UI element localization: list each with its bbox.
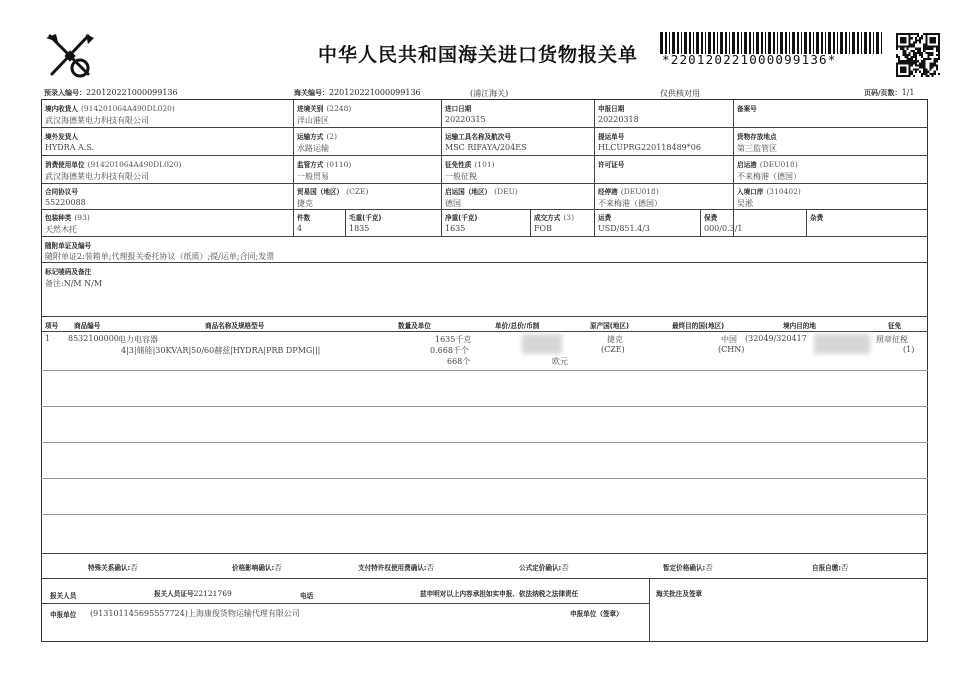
entry-port-label: 进境关别 (2248)	[297, 104, 352, 113]
freight-value: USD/851.4/3	[598, 224, 651, 233]
gross-weight-label: 毛重(千克)	[349, 214, 382, 222]
supervision-value: 一般贸易	[297, 172, 329, 181]
trade-country-value: 捷克	[297, 199, 313, 208]
goods-qty-2: 0.668千个	[430, 346, 469, 355]
goods-col-levy: 征免	[888, 322, 902, 330]
barcode-icon	[660, 32, 882, 54]
consumer-value: 武汉海德莱电力科技有限公司	[45, 172, 149, 181]
contract-no-value: 55220088	[45, 198, 86, 207]
net-weight-label: 净重(千克)	[445, 214, 478, 222]
deal-mode-label: 成交方式 (3)	[534, 213, 574, 222]
goods-col-destination: 最终目的国(地区)	[672, 322, 725, 330]
goods-col-origin: 原产国(地区)	[590, 322, 629, 330]
consignee-label: 境内收货人 (914201064A490DL020)	[45, 104, 175, 113]
page-indicator: 页码/页数：1/1	[864, 88, 915, 97]
declaring-unit-value: (913101145695557724)上海康俊货物运输代理有限公司	[90, 609, 300, 618]
royalty-confirm: 支付特许权使用费确认:否	[358, 563, 435, 572]
declarant-label: 报关人员	[50, 592, 77, 600]
redacted-price	[522, 334, 562, 354]
goods-spec: 4|3|储能|30KVAR|50/60赫兹|HYDRA|PRB DPMG|||	[121, 346, 321, 355]
customs-office: (浦江海关)	[470, 89, 509, 98]
goods-levy: 照章征税	[876, 335, 908, 344]
transport-mode-value: 水路运输	[297, 144, 329, 153]
net-weight-value: 1635	[445, 224, 466, 233]
goods-currency: 欧元	[552, 357, 568, 366]
gross-weight-value: 1835	[349, 224, 370, 233]
goods-origin: 捷克	[607, 335, 623, 344]
levy-nature-value: 一般征税	[445, 172, 477, 181]
provisional-price-confirm: 暂定价格确认:否	[663, 563, 713, 572]
insurance-label: 保费	[704, 214, 718, 222]
goods-col-quantity: 数量及单位	[398, 322, 431, 330]
declare-date-label: 申报日期	[598, 105, 625, 113]
goods-col-domestic-dest: 境内目的地	[783, 322, 816, 330]
goods-name: 电力电容器	[118, 335, 158, 344]
bill-no-value: HLCUPRG220118489*06	[598, 143, 701, 152]
departure-port-label: 启运港 (DEU018)	[737, 160, 798, 169]
package-type-label: 包装种类 (93)	[45, 213, 90, 222]
form-title: 中华人民共和国海关进口货物报关单	[318, 44, 639, 66]
goods-qty-1: 1635千克	[435, 335, 472, 344]
departure-port-value: 不来梅港（德国）	[737, 172, 801, 181]
legal-statement: 兹申明对以上内容承担如实申报、依法纳税之法律责任	[420, 590, 579, 598]
declaring-unit-label: 申报单位	[50, 611, 77, 619]
supervision-label: 监管方式 (0110)	[297, 160, 352, 169]
import-date-label: 进口日期	[445, 105, 472, 113]
goods-destination-code: (CHN)	[718, 345, 745, 354]
goods-col-price: 单价/总价/币制	[495, 322, 540, 330]
pieces-label: 件数	[297, 214, 311, 222]
misc-fee-label: 杂费	[810, 214, 824, 222]
consumer-label: 消费使用单位 (914201064A490DL020)	[45, 160, 182, 169]
vessel-value: MSC RIFAYA/204ES	[445, 143, 527, 152]
declaring-seal-label: 申报单位（签章）	[570, 610, 623, 618]
customs-remarks-label: 海关批注及签章	[656, 590, 703, 598]
entry-port-value: 洋山港区	[297, 116, 329, 125]
bill-no-label: 提运单号	[598, 133, 625, 141]
formula-pricing-confirm: 公式定价确认:否	[519, 563, 569, 572]
redacted-domestic-dest	[814, 334, 870, 354]
transport-mode-label: 运输方式 (2)	[297, 132, 337, 141]
barcode-number: *220120221000099136*	[662, 52, 837, 67]
pre-entry-number: 预录入编号：220120221000099136	[44, 88, 178, 97]
record-no-label: 备案号	[737, 105, 757, 113]
marks-value: 备注:N/M N/M	[45, 279, 103, 288]
origin-country-label: 启运国（地区） (DEU)	[445, 187, 518, 196]
goods-qty-3: 668个	[447, 357, 471, 366]
consignor-label: 境外发货人	[45, 133, 78, 141]
goods-col-item: 项号	[45, 322, 59, 330]
goods-col-hs-code: 商品编号	[74, 322, 101, 330]
goods-col-name: 商品名称及规格型号	[205, 322, 265, 330]
deal-mode-value: FOB	[534, 224, 552, 233]
customs-number: 海关编号：220120221000099136	[294, 88, 421, 97]
transit-port-label: 经停港 (DEU018)	[598, 187, 659, 196]
vessel-label: 运输工具名称及航次号	[445, 133, 511, 141]
special-relationship-confirm: 特殊关系确认:否	[88, 563, 138, 572]
origin-country-value: 德国	[445, 199, 461, 208]
attached-docs-value: 随附单证2:装箱单;代理报关委托协议（纸质）;提/运单;合同;发票	[45, 252, 275, 261]
price-impact-confirm: 价格影响确认:否	[232, 563, 282, 572]
package-type-value: 天然木托	[45, 225, 77, 234]
license-no-label: 许可证号	[598, 161, 625, 169]
self-declare-confirm: 自报自缴:否	[812, 563, 849, 572]
phone-label: 电话	[300, 592, 314, 600]
consignee-value: 武汉海德莱电力科技有限公司	[45, 116, 149, 125]
goods-item-no: 1	[45, 334, 51, 343]
import-date-value: 20220315	[445, 115, 486, 124]
goods-origin-code: (CZE)	[601, 345, 625, 354]
levy-nature-label: 征免性质 (101)	[445, 160, 495, 169]
freight-label: 运费	[598, 214, 612, 222]
pieces-value: 4	[297, 224, 303, 233]
attached-docs-label: 随附单证及编号	[45, 242, 92, 250]
qr-code-icon	[896, 33, 940, 77]
transit-port-value: 不来梅港（德国）	[598, 199, 662, 208]
declare-date-value: 20220318	[598, 115, 639, 124]
marks-label: 标记唛码及备注	[45, 268, 92, 276]
consignor-value: HYDRA A.S.	[45, 143, 95, 152]
goods-hs-code: 8532100000	[68, 334, 119, 343]
customs-emblem-icon	[42, 30, 98, 82]
trade-country-label: 贸易国（地区） (CZE)	[297, 187, 369, 196]
goods-destination: 中国	[721, 335, 737, 344]
contract-no-label: 合同协议号	[45, 188, 78, 196]
goods-location-value: 第三监管区	[737, 144, 777, 153]
declarant-cert: 报关人员证号22121769	[154, 589, 232, 598]
goods-location-label: 货物存放地点	[737, 133, 777, 141]
goods-domestic-dest: (32049/320417	[745, 334, 807, 343]
entry-port2-label: 入境口岸 (310402)	[737, 187, 801, 196]
insurance-value: 000/0.3/1	[704, 224, 743, 233]
goods-levy-code: (1)	[903, 345, 915, 354]
for-verification-note: 仅供核对用	[660, 89, 700, 98]
entry-port2-value: 吴淞	[737, 199, 753, 208]
